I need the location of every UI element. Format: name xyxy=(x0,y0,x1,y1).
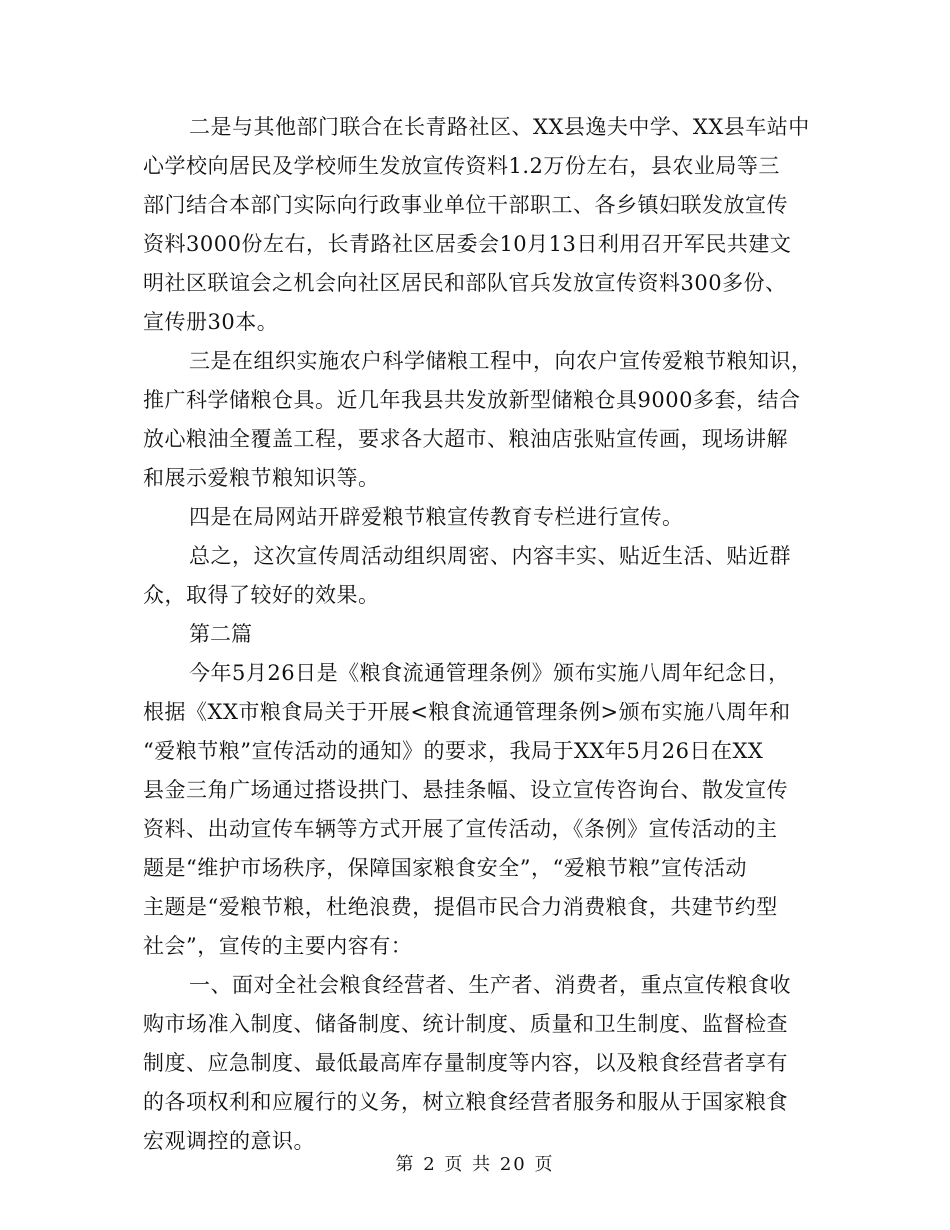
paragraph-line: 众，取得了较好的效果。 xyxy=(143,583,380,607)
paragraph-line: 资料、出动宣传车辆等方式开展了宣传活动，《条例》宣传活动的主 xyxy=(143,817,778,841)
paragraph-line: 县金三角广场通过搭设拱门、悬挂条幅、设立宣传咨询台、散发宣传 xyxy=(143,778,788,802)
paragraph-line: 今年5月26日是《粮食流通管理条例》颁布实施八周年纪念日， xyxy=(189,661,790,685)
paragraph-line: 放心粮油全覆盖工程，要求各大超市、粮油店张贴宣传画，现场讲解 xyxy=(143,427,788,451)
paragraph-line: 四是在局网站开辟爱粮节粮宣传教育专栏进行宣传。 xyxy=(189,505,684,529)
page-number-footer: 第 2 页 共 20 页 xyxy=(395,1154,555,1175)
paragraph-line: 社会”，宣传的主要内容有： xyxy=(143,934,413,958)
paragraph-line: 资料3000份左右，长青路社区居委会10月13日利用召开军民共建文 xyxy=(143,232,792,256)
paragraph-line: 部门结合本部门实际向行政事业单位干部职工、各乡镇妇联发放宣传 xyxy=(143,193,788,217)
paragraph-line: 根据《XX市粮食局关于开展<粮食流通管理条例>颁布实施八周年和 xyxy=(143,700,791,724)
paragraph-line: 一、面对全社会粮食经营者、生产者、消费者，重点宣传粮食收 xyxy=(189,973,791,997)
paragraph-line: 总之，这次宣传周活动组织周密、内容丰实、贴近生活、贴近群 xyxy=(189,544,791,568)
paragraph-3 xyxy=(143,342,813,498)
paragraph-line: 制度、应急制度、最低最高库存量制度等内容，以及粮食经营者享有 xyxy=(143,1051,788,1075)
paragraph-line: 心学校向居民及学校师生发放宣传资料1.2万份左右，县农业局等三 xyxy=(143,154,780,178)
paragraph-line: 推广科学储粮仓具。近几年我县共发放新型储粮仓具9000多套，结合 xyxy=(143,388,801,412)
paragraph-line: 主题是“爱粮节粮，杜绝浪费，提倡市民合力消费粮食，共建节约型 xyxy=(143,895,778,919)
paragraph-line: 三是在组织实施农户科学储粮工程中，向农户宣传爱粮节粮知识， xyxy=(189,349,813,373)
paragraph-line: “爱粮节粮”宣传活动的通知》的要求，我局于XX年5月26日在XX xyxy=(143,739,764,763)
paragraph-line: 二是与其他部门联合在长青路社区、XX县逸夫中学、XX县车站中 xyxy=(189,115,810,139)
paragraph-intro xyxy=(143,654,803,966)
paragraph-line: 题是“维护市场秩序，保障国家粮食安全”，“爱粮节粮”宣传活动 xyxy=(143,856,747,880)
section-heading: 第二篇 xyxy=(189,622,252,646)
paragraph-line: 和展示爱粮节粮知识等。 xyxy=(143,466,380,490)
paragraph-4 xyxy=(143,498,803,537)
paragraph-item-1 xyxy=(143,966,803,1161)
paragraph-line: 明社区联谊会之机会向社区居民和部队官兵发放宣传资料300多份、 xyxy=(143,271,787,295)
paragraph-2 xyxy=(143,108,810,342)
paragraph-line: 宣传册30本。 xyxy=(143,310,279,334)
paragraph-line: 购市场准入制度、储备制度、统计制度、质量和卫生制度、监督检查 xyxy=(143,1012,788,1036)
paragraph-line: 宏观调控的意识。 xyxy=(143,1129,315,1153)
paragraph-line: 的各项权利和应履行的义务，树立粮食经营者服务和服从于国家粮食 xyxy=(143,1090,788,1114)
document-body xyxy=(143,108,813,1161)
paragraph-summary xyxy=(143,537,803,615)
